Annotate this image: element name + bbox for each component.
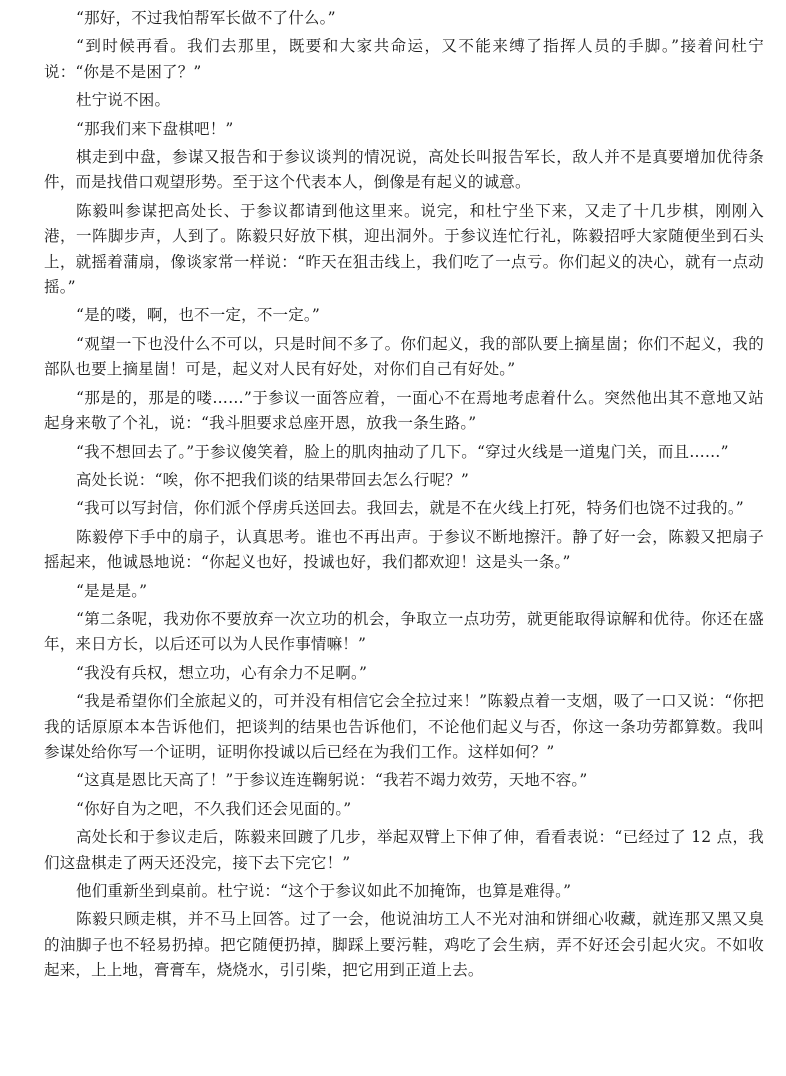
paragraph: 陈毅叫参谋把高处长、于参议都请到他这里来。说完，和杜宁坐下来，又走了十几步棋，刚刚入港，一阵脚步声，人到了。陈毅只好放下棋，迎出洞外。于参议连忙行礼，陈毅招呼大家随便坐到石头上，就摇着蒲扇，像谈家常一样说：“昨天在狙击线上，我们吃了一点亏。你们起义的决心，就有一点动摇。” — [44, 201, 764, 297]
paragraph: “是的喽，啊，也不一定，不一定。” — [76, 306, 320, 325]
paragraph: “我可以写封信，你们派个俘虏兵送回去。我回去，就是不在火线上打死，特务们也饶不过我的。” — [76, 499, 744, 518]
paragraph: 陈毅只顾走棋，并不马上回答。过了一会，他说油坊工人不光对油和饼细心收藏，就连那又黑又臭的油脚子也不轻易扔掉。把它随便扔掉，脚踩上要污鞋，鸡吃了会生病，弄不好还会引起火灾。不如收起来，上上地，膏膏车，烧烧水，引引柴，把它用到正道上去。 — [44, 910, 764, 980]
paragraph: “观望一下也没什么不可以，只是时间不多了。你们起义，我的部队要上摘星崮；你们不起义，我的部队也要上摘星崮！可是，起义对人民有好处，对你们自己有好处。” — [44, 334, 764, 379]
paragraph: “你好自为之吧，不久我们还会见面的。” — [76, 799, 352, 818]
paragraph: “第二条呢，我劝你不要放弃一次立功的机会，争取立一点功劳，就更能取得谅解和优待。你还在盛年，来日方长，以后还可以为人民作事情嘛！” — [44, 609, 764, 654]
paragraph: “是是是。” — [76, 581, 148, 600]
paragraph: “这真是恩比天高了！”于参议连连鞠躬说：“我若不竭力效劳，天地不容。” — [76, 771, 588, 790]
paragraph: “我是希望你们全旅起义的，可并没有相信它会全拉过来！”陈毅点着一支烟，吸了一口又说：“你把我的话原原本本告诉他们，把谈判的结果也告诉他们，不论他们起义与否，你这一条功劳都算数。我叫参谋处给你写一个证明，证明你投诚以后已经在为我们工作。这样如何？” — [44, 692, 764, 761]
paragraph: 陈毅停下手中的扇子，认真思考。谁也不再出声。于参议不断地擦汗。静了好一会，陈毅又把扇子摇起来，他诚恳地说：“你起义也好，投诚也好，我们都欢迎！这是头一条。” — [44, 527, 764, 572]
paragraph: “那好，不过我怕帮军长做不了什么。” — [76, 9, 336, 27]
paragraph: 高处长和于参议走后，陈毅来回踱了几步，举起双臂上下伸了伸，看看表说：“已经过了 12 点，我们这盘棋走了两天还没完，接下去下完它！” — [44, 828, 764, 872]
paragraph: 他们重新坐到桌前。杜宁说：“这个于参议如此不加掩饰，也算是难得。” — [76, 882, 572, 900]
paragraph: “那是的，那是的喽……”于参议一面答应着，一面心不在焉地考虑着什么。突然他出其不意地又站起身来敬了个礼，说：“我斗胆要求总座开恩，放我一条生路。” — [44, 388, 764, 433]
paragraph: 棋走到中盘，参谋又报告和于参议谈判的情况说，高处长叫报告军长，敌人并不是真要增加优待条件，而是找借口观望形势。至于这个代表本人，倒像是有起义的诚意。 — [44, 148, 764, 192]
paragraph: “我没有兵权，想立功，心有余力不足啊。” — [76, 663, 368, 682]
paragraph: 高处长说：“唉，你不把我们谈的结果带回去怎么行呢？” — [76, 470, 470, 489]
paragraph: “那我们来下盘棋吧！” — [76, 119, 234, 138]
paragraph: 杜宁说不困。 — [76, 91, 171, 110]
paragraph: “到时候再看。我们去那里，既要和大家共命运，又不能来缚了指挥人员的手脚。”接着问杜宁说：“你是不是困了？” — [44, 37, 764, 81]
paragraph: “我不想回去了。”于参议傻笑着，脸上的肌肉抽动了几下。“穿过火线是一道鬼门关，而且……” — [76, 442, 729, 461]
